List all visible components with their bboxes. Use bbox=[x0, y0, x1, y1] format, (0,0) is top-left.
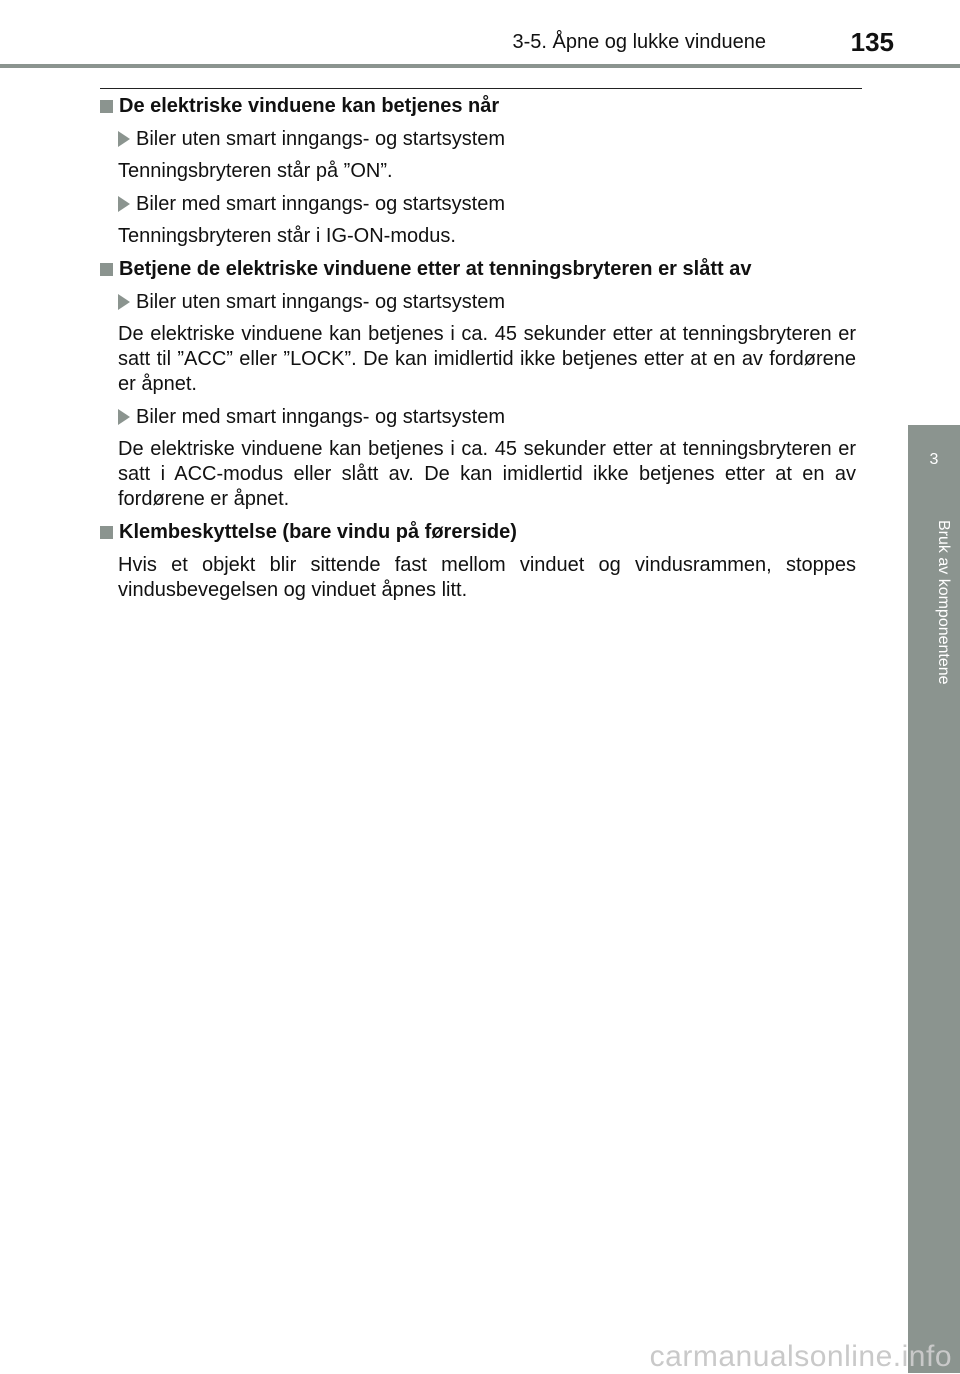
sub-heading-text: Biler med smart inngangs- og startsystem bbox=[136, 406, 506, 428]
section-heading-text: Klembeskyttelse (bare vindu på førerside) bbox=[119, 521, 517, 543]
section-heading-text: De elektriske vinduene kan betjenes når bbox=[119, 95, 500, 117]
square-bullet-icon bbox=[100, 526, 113, 539]
triangle-right-icon bbox=[118, 294, 130, 310]
running-header-title: 3-5. Åpne og lukke vinduene bbox=[512, 31, 766, 53]
sub-heading bbox=[118, 127, 856, 152]
section-heading bbox=[100, 257, 856, 282]
sub-heading-text: Biler uten smart inngangs- og startsystem bbox=[136, 128, 506, 150]
chapter-tab bbox=[908, 425, 960, 507]
section-heading bbox=[100, 520, 856, 545]
sub-heading-text: Biler med smart inngangs- og startsystem bbox=[136, 193, 506, 215]
sub-heading bbox=[118, 192, 856, 217]
sub-heading-text: Biler uten smart inngangs- og startsystem bbox=[136, 291, 506, 313]
body-paragraph: Tenningsbryteren står på ”ON”. bbox=[118, 160, 393, 182]
triangle-right-icon bbox=[118, 131, 130, 147]
triangle-right-icon bbox=[118, 409, 130, 425]
body-paragraph: De elektriske vinduene kan betjenes i ca. 45 sekunder etter at tenningsbryteren er satt i ACC-modus eller slått av. De kan imidlertid ikke betjenes etter at en av fordørene er åpnet. bbox=[118, 438, 856, 510]
section-heading-text: Betjene de elektriske vinduene etter at tenningsbryteren er slått av bbox=[119, 258, 752, 280]
page-number: 135 bbox=[850, 27, 894, 57]
site-watermark: carmanualsonline.info bbox=[649, 1340, 952, 1373]
sub-heading bbox=[118, 290, 856, 315]
chapter-number: 3 bbox=[929, 451, 939, 468]
square-bullet-icon bbox=[100, 100, 113, 113]
content-top-rule bbox=[100, 88, 862, 89]
triangle-right-icon bbox=[118, 196, 130, 212]
sub-heading bbox=[118, 405, 856, 430]
section-heading bbox=[100, 94, 856, 119]
body-paragraph: Hvis et objekt blir sittende fast mellom vinduet og vindusrammen, stoppes vindusbevegelsen og vinduet åpnes litt. bbox=[118, 554, 856, 601]
header-rule bbox=[0, 64, 960, 68]
body-paragraph: De elektriske vinduene kan betjenes i ca. 45 sekunder etter at tenningsbryteren er satt til ”ACC” eller ”LOCK”. De kan imidlertid ikke betjenes etter at en av fordørene er åpnet. bbox=[118, 323, 856, 395]
body-paragraph: Tenningsbryteren står i IG-ON-modus. bbox=[118, 225, 456, 247]
page-content bbox=[100, 94, 856, 611]
square-bullet-icon bbox=[100, 263, 113, 276]
chapter-label: Bruk av komponentene bbox=[935, 520, 952, 685]
